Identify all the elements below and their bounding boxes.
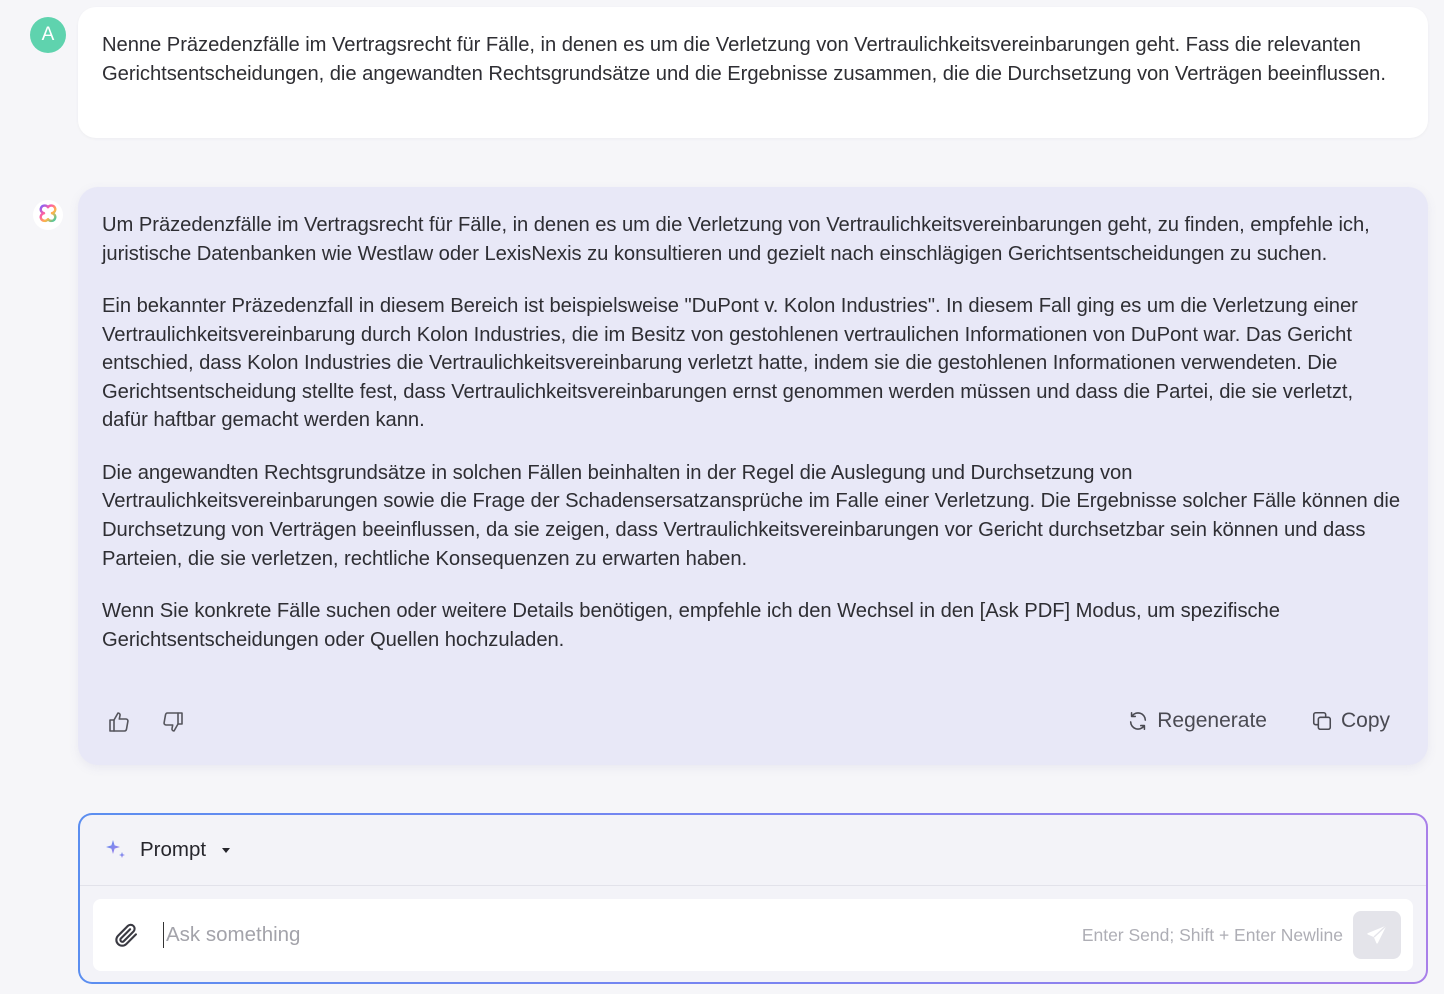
copy-icon [1311, 710, 1333, 732]
user-avatar-letter: A [41, 24, 55, 45]
regenerate-label: Regenerate [1157, 709, 1267, 732]
assistant-paragraph-3: Die angewandten Rechtsgrundsätze in solchen Fällen beinhalten in der Regel die Auslegung und Durchsetzung von Vertraulichkeitsvereinbarungen sowie die Frage der Schadensersatzansprüche im Falle einer Verletzung. Die Ergebnisse solcher Fälle können die Durchsetzung von Verträgen beeinflussen, da sie zeigen, dass Vertraulichkeitsvereinbarungen vor Gericht durchsetzbar sein können und dass Parteien, die sie verletzen, rechtliche Konsequenzen zu erwarten haben. [102, 461, 1401, 570]
refresh-icon [1127, 710, 1149, 732]
keyboard-hint: Enter Send; Shift + Enter Newline [1081, 924, 1343, 945]
prompt-mode-dropdown[interactable] [104, 838, 230, 862]
user-avatar [30, 17, 66, 53]
regenerate-button[interactable] [1127, 709, 1267, 733]
assistant-paragraph-2: Ein bekannter Präzedenzfall in diesem Bereich ist beispielsweise "DuPont v. Kolon Industries". In diesem Fall ging es um die Verletzung einer Vertraulichkeitsvereinbarung durch Kolon Industries, die im Besitz von gestohlenen vertraulichen Informationen von DuPont war. Das Gericht entschied, dass Kolon Industries die Vertraulichkeitsvereinbarung verletzt hatte, indem sie die gestohlenen Informationen verwendeten. Die Gerichtsentscheidung stellte fest, dass Vertraulichkeitsvereinbarungen ernst genommen werden müssen und dass die Partei, die sie verletzt, dafür haftbar gemacht werden kann. [102, 294, 1358, 432]
input-row [93, 899, 1413, 971]
message-actions [1127, 709, 1390, 733]
user-message-text: Nenne Präzedenzfälle im Vertragsrecht für Fälle, in denen es um die Verletzung von Vertraulichkeitsvereinbarungen geht. Fass die relevanten Gerichtsentscheidungen, die angewandten Rechtsgrundsätze und die Ergebnisse zusammen, die die Durchsetzung von Verträgen beeinflussen. [102, 34, 1386, 85]
send-button[interactable] [1353, 911, 1401, 959]
paperclip-icon[interactable] [111, 920, 141, 950]
copy-label: Copy [1340, 709, 1390, 732]
composer-inner [80, 815, 1426, 982]
assistant-logo-icon [33, 200, 63, 230]
copy-button[interactable] [1311, 709, 1390, 733]
user-message-bubble [78, 7, 1428, 138]
assistant-message-bubble [78, 187, 1428, 765]
assistant-paragraph-1: Um Präzedenzfälle im Vertragsrecht für Fälle, in denen es um die Verletzung von Vertraulichkeitsvereinbarungen geht, zu finden, empfehle ich, juristische Datenbanken wie Westlaw oder LexisNexis zu konsultieren und gezielt nach einschlägigen Gerichtsentscheidungen zu suchen. [102, 214, 1370, 265]
assistant-paragraph-4: Wenn Sie konkrete Fälle suchen oder weitere Details benötigen, empfehle ich den Wechsel in den [Ask PDF] Modus, um spezifische Gerichtsentscheidungen oder Quellen hochzuladen. [102, 599, 1280, 651]
sparkle-icon [104, 838, 128, 862]
feedback-buttons [106, 709, 186, 735]
thumbs-down-icon[interactable] [160, 709, 186, 735]
composer [78, 813, 1428, 984]
ask-input[interactable] [163, 922, 1082, 948]
thumbs-up-icon[interactable] [106, 709, 132, 735]
caret-down-icon [222, 848, 230, 853]
prompt-bar [80, 815, 1426, 886]
prompt-mode-label: Prompt [140, 838, 207, 861]
send-icon [1365, 923, 1389, 947]
assistant-message-text [102, 211, 1404, 654]
